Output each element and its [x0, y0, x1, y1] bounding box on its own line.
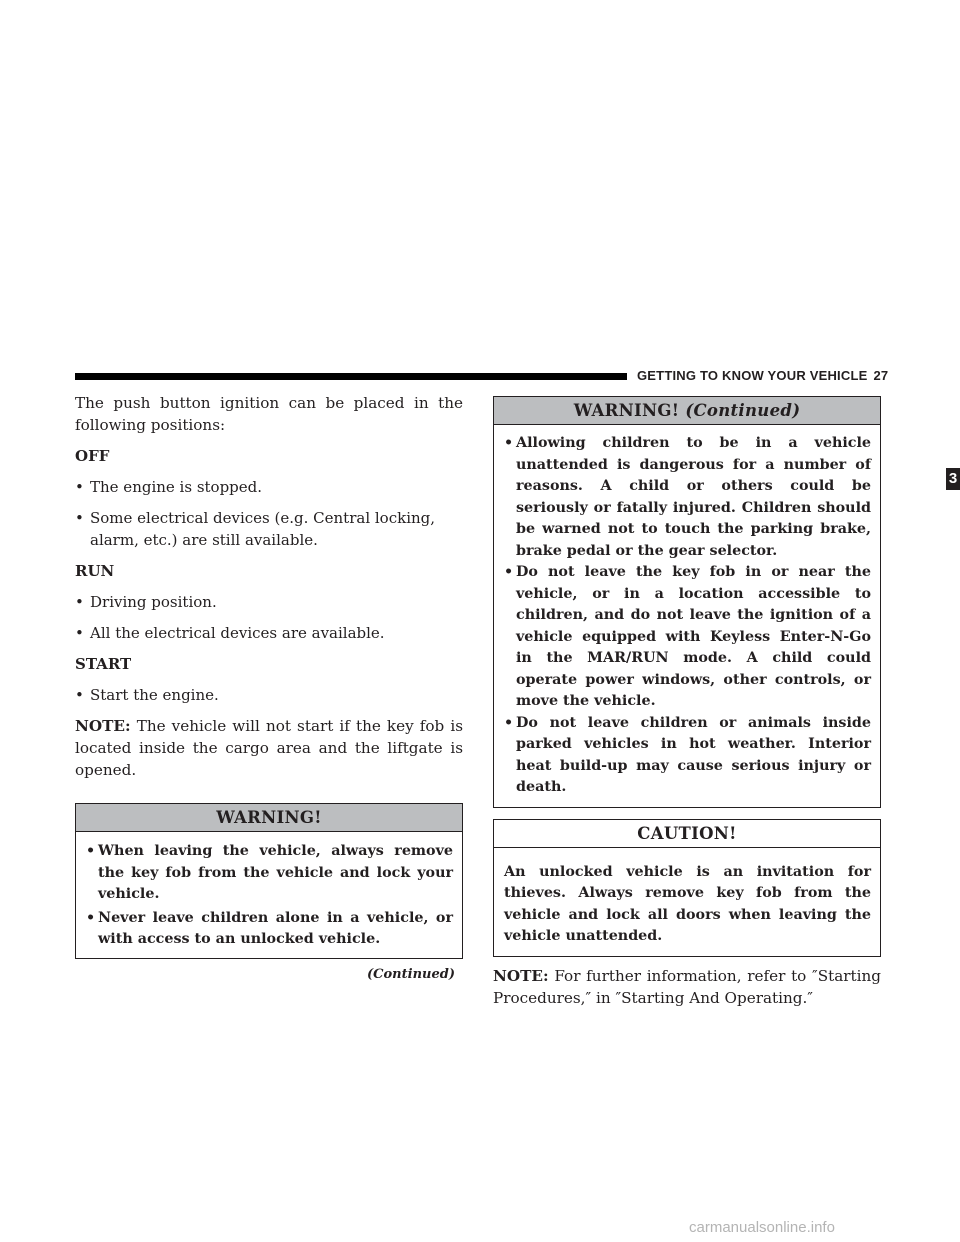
- caution-body: An unlocked vehicle is an invitation for thieves. Always remove key fob from the vehicle and lock all doors when leaving the vehicle unattended.: [504, 863, 871, 944]
- run-heading: RUN: [75, 562, 115, 580]
- continued-label: (Continued): [367, 966, 455, 982]
- list-item: • Start the engine.: [75, 686, 219, 704]
- warning-item: • Do not leave children or animals inside parked vehicles in hot weather. Interior heat build-up may cause serious injury or death.: [504, 714, 871, 795]
- warning-continued-box: [493, 396, 881, 808]
- bullet-icon: •: [504, 714, 514, 731]
- note-paragraph: [75, 715, 463, 781]
- bullet-icon: •: [75, 593, 84, 611]
- warning-title: WARNING!: [76, 804, 462, 832]
- page-number: 27: [873, 368, 889, 383]
- warning-continued-title: WARNING! (Continued): [494, 397, 880, 425]
- watermark-link[interactable]: carmanualsonline.info: [689, 1219, 835, 1236]
- bullet-icon: •: [75, 509, 84, 527]
- list-item: • The engine is stopped.: [75, 478, 263, 496]
- bullet-icon: •: [86, 909, 96, 926]
- note-label: NOTE:: [493, 966, 549, 985]
- warning-item: • Never leave children alone in a vehicle, or with access to an unlocked vehicle.: [86, 909, 453, 947]
- note-text: The vehicle will not start if the key fob is located inside the cargo area and the liftgate is opened.: [75, 717, 463, 779]
- bullet-icon: •: [504, 564, 514, 580]
- bullet-icon: •: [75, 624, 84, 642]
- list-item: • Some electrical devices (e.g. Central locking, alarm, etc.) are still available.: [75, 509, 436, 549]
- note-paragraph: [493, 965, 881, 1009]
- bullet-icon: •: [86, 843, 96, 859]
- warning-item: • Allowing children to be in a vehicle unattended is dangerous for a number of reasons. A child or others could be seriously or fatally injured. Children should be warned not to touch the parking brake, brake pedal or the gear selector.: [504, 435, 871, 559]
- bullet-icon: •: [75, 686, 84, 704]
- note-text: For further information, refer to ″Starting Procedures,″ in ″Starting And Operating.″: [493, 966, 882, 1007]
- bullet-icon: •: [75, 478, 84, 496]
- warning-continued-body: [494, 425, 880, 807]
- off-heading: OFF: [75, 447, 110, 465]
- list-item: • Driving position.: [75, 593, 217, 611]
- section-title: GETTING TO KNOW YOUR VEHICLE: [637, 368, 868, 383]
- header-rule: [75, 373, 627, 380]
- chapter-tab: [946, 468, 960, 490]
- warning-body: [76, 832, 462, 958]
- chapter-number: 3: [948, 470, 958, 487]
- list-item: • All the electrical devices are available.: [75, 624, 385, 642]
- right-column: [493, 396, 881, 1009]
- warning-box: [75, 803, 463, 959]
- caution-title: CAUTION!: [494, 820, 880, 848]
- bullet-icon: •: [504, 435, 514, 451]
- intro-paragraph: The push button ignition can be placed in the following positions:: [75, 394, 463, 434]
- caution-box: [493, 819, 881, 957]
- running-head: [637, 368, 888, 383]
- warning-item: • When leaving the vehicle, always remove the key fob from the vehicle and lock your vehicle.: [86, 843, 453, 902]
- left-column: [75, 392, 463, 982]
- note-label: NOTE:: [75, 717, 131, 735]
- start-heading: START: [75, 655, 132, 673]
- warning-item: • Do not leave the key fob in or near the vehicle, or in a location accessible to children, and do not leave the ignition of a vehicle equipped with Keyless Enter-N-Go in the MAR/RUN mode. A child could operate power windows, other controls, or move the vehicle.: [504, 564, 871, 709]
